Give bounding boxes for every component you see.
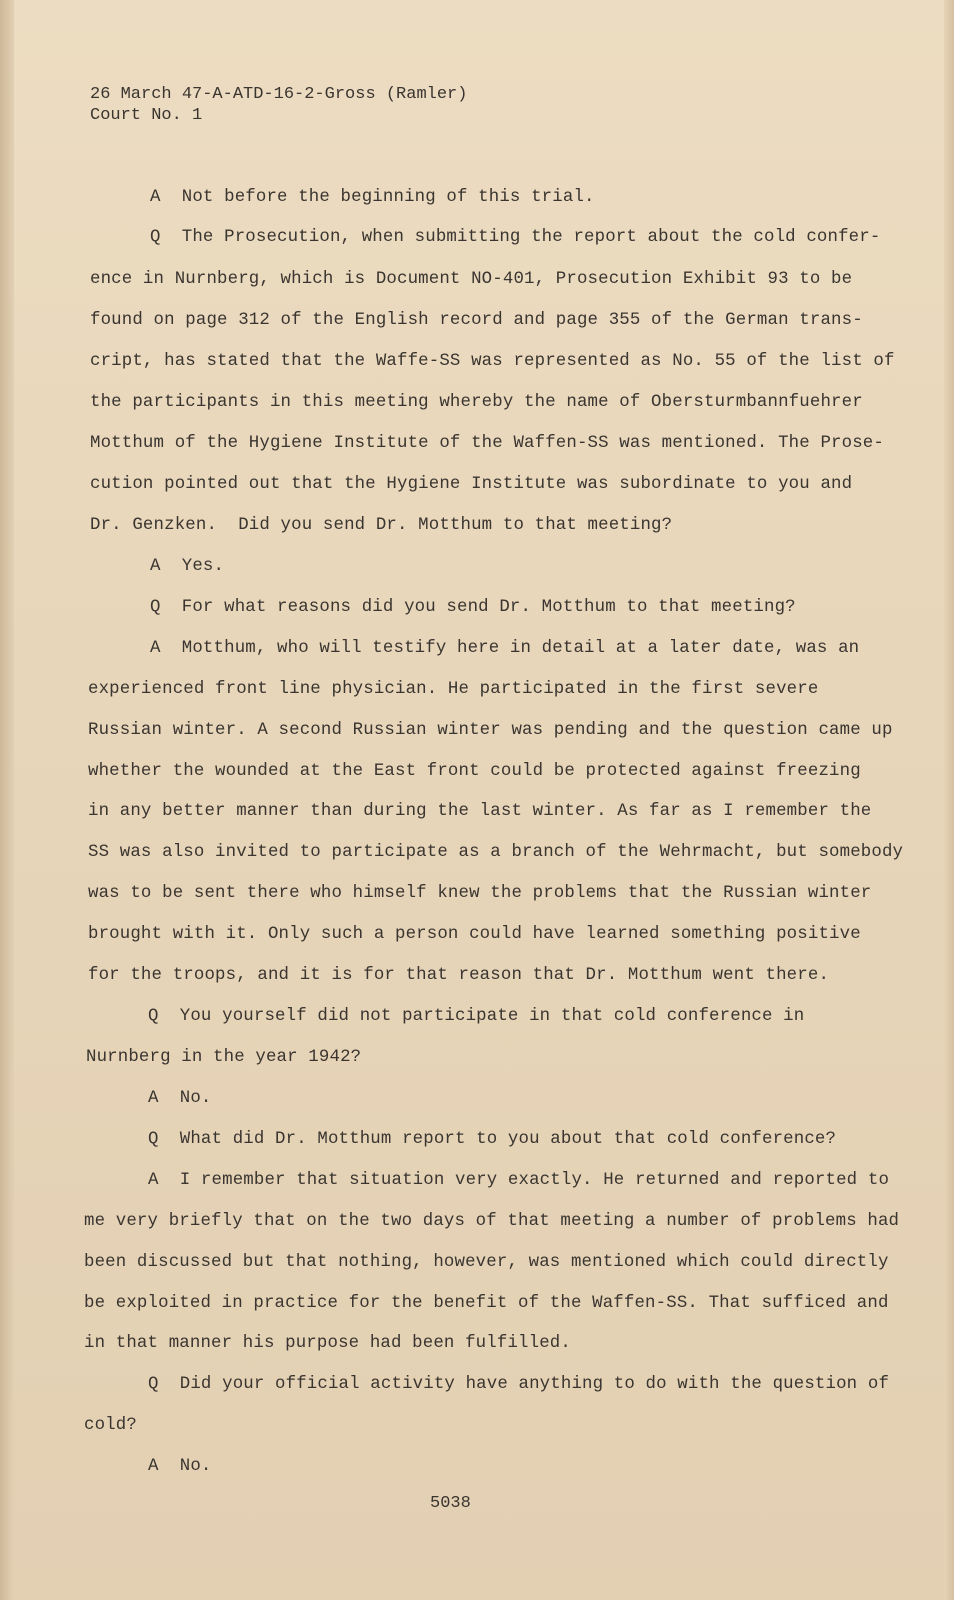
header-line-2: Court No. 1 — [90, 106, 203, 125]
transcript-line: Q The Prosecution, when submitting the report about the cold confer- — [150, 228, 881, 247]
transcript-line: cution pointed out that the Hygiene Institute was subordinate to you and — [90, 475, 853, 494]
transcript-line: Q Did your official activity have anything to do with the question of — [148, 1375, 890, 1394]
page-number: 5038 — [430, 1494, 471, 1513]
transcript-line: was to be sent there who himself knew the problems that the Russian winter — [88, 884, 872, 903]
transcript-line: Q For what reasons did you send Dr. Motthum to that meeting? — [150, 598, 796, 617]
transcript-line: Nurnberg in the year 1942? — [86, 1048, 362, 1067]
right-edge — [944, 0, 954, 1600]
transcript-line: experienced front line physician. He participated in the first severe — [88, 680, 819, 699]
transcript-line: A No. — [148, 1457, 212, 1476]
transcript-line: A Yes. — [150, 557, 225, 576]
transcript-line: brought with it. Only such a person could have learned something positive — [88, 925, 861, 944]
transcript-line: Motthum of the Hygiene Institute of the Waffen-SS was mentioned. The Prose- — [90, 434, 884, 453]
transcript-line: cold? — [84, 1416, 137, 1435]
transcript-line: me very briefly that on the two days of that meeting a number of problems had — [84, 1212, 900, 1231]
transcript-line: whether the wounded at the East front could be protected against freezing — [88, 762, 861, 781]
transcript-line: A I remember that situation very exactly. He returned and reported to — [148, 1171, 890, 1190]
transcript-line: found on page 312 of the English record and page 355 of the German trans- — [90, 311, 863, 330]
transcript-line: SS was also invited to participate as a branch of the Wehrmacht, but somebody — [88, 843, 904, 862]
transcript-line: Russian winter. A second Russian winter was pending and the question came up — [88, 721, 893, 740]
transcript-line: A Not before the beginning of this trial. — [150, 188, 595, 207]
transcript-line: in that manner his purpose had been fulfilled. — [84, 1334, 571, 1353]
transcript-line: A No. — [148, 1089, 212, 1108]
transcript-line: Q What did Dr. Motthum report to you about that cold conference? — [148, 1130, 837, 1149]
document-header — [90, 84, 467, 126]
transcript-line: in any better manner than during the last winter. As far as I remember the — [88, 802, 872, 821]
transcript-line: A Motthum, who will testify here in detail at a later date, was an — [150, 639, 860, 658]
header-line-1: 26 March 47-A-ATD-16-2-Gross (Ramler) — [90, 85, 468, 104]
transcript-line: Dr. Genzken. Did you send Dr. Motthum to that meeting? — [90, 516, 673, 535]
transcript-line: cript, has stated that the Waffe-SS was represented as No. 55 of the list of — [90, 352, 895, 371]
transcript-line: for the troops, and it is for that reason that Dr. Motthum went there. — [88, 966, 830, 985]
transcript-line: ence in Nurnberg, which is Document NO-401, Prosecution Exhibit 93 to be — [90, 270, 853, 289]
transcript-line: be exploited in practice for the benefit of the Waffen-SS. That sufficed and — [84, 1294, 889, 1313]
transcript-line: the participants in this meeting whereby the name of Obersturmbannfuehrer — [90, 393, 863, 412]
transcript-line: Q You yourself did not participate in that cold conference in — [148, 1007, 805, 1026]
transcript-line: been discussed but that nothing, however, was mentioned which could directly — [84, 1253, 889, 1272]
left-edge — [0, 0, 14, 1600]
